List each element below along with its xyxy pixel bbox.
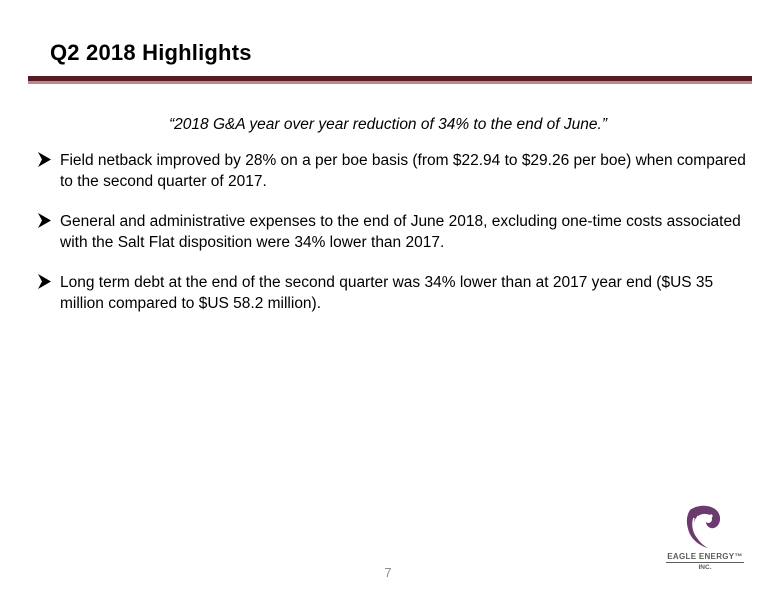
highlights-list	[36, 150, 746, 333]
logo-wordmark: EAGLE ENERGY™	[667, 552, 743, 561]
arrow-bullet-icon	[38, 274, 51, 289]
arrow-bullet-icon	[38, 213, 51, 228]
arrow-bullet-icon	[38, 152, 51, 167]
list-item	[36, 150, 746, 192]
company-logo	[666, 504, 744, 576]
list-item	[36, 211, 746, 253]
page-number: 7	[384, 565, 392, 580]
title-divider	[28, 76, 752, 84]
bullet-text: Long term debt at the end of the second quarter was 34% lower than at 2017 year end ($US 35 million compared to $US 58.2 million).	[60, 274, 714, 312]
eagle-head-icon	[684, 504, 724, 548]
logo-subtitle: INC.	[698, 564, 712, 571]
bullet-text: Field netback improved by 28% on a per boe basis (from $22.94 to $29.26 per boe) when compared to the second quarter of 2017.	[60, 152, 746, 190]
list-item	[36, 272, 746, 314]
bullet-text: General and administrative expenses to the end of June 2018, excluding one-time costs associated with the Salt Flat disposition were 34% lower than 2017.	[60, 213, 741, 251]
highlight-quote: “2018 G&A year over year reduction of 34% to the end of June.”	[169, 116, 607, 133]
slide-title: Q2 2018 Highlights	[50, 40, 252, 65]
